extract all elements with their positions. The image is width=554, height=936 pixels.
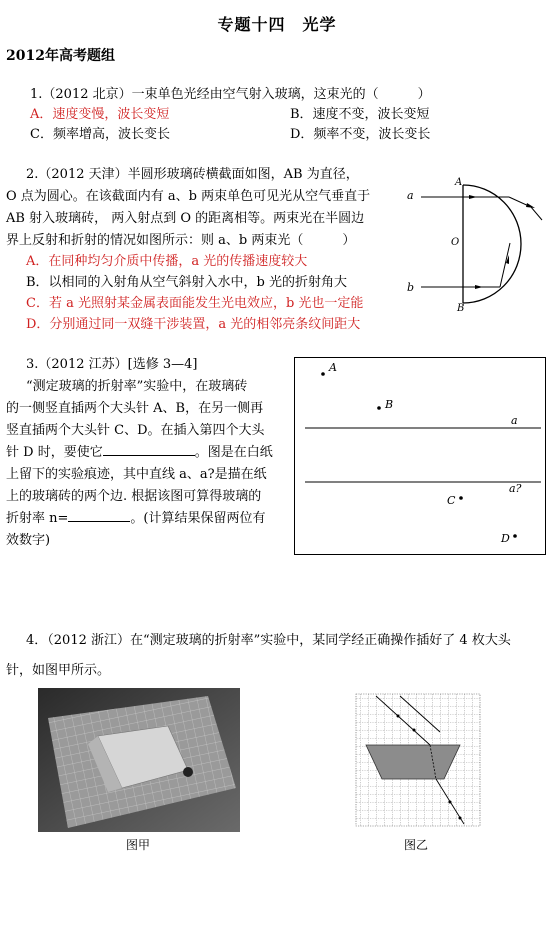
q3-line-4	[6, 444, 273, 462]
q2-stem-line-1: 2.（2012 天津）半圆形玻璃砖横截面如图，AB 为直径，	[26, 167, 359, 182]
q1-option-d: D．频率不变，波长变长	[290, 127, 431, 142]
q4-photo-figure	[38, 688, 240, 832]
page-title: 专题十四 光学	[217, 15, 337, 34]
q3-label-D: D	[501, 532, 510, 545]
q2-option-b: B．以相同的入射角从空气斜射入水中，b 光的折射角大	[26, 275, 348, 290]
q3-line-1: “测定玻璃的折射率”实验中，在玻璃砖	[26, 379, 248, 394]
q1-option-b: B．速度不变，波长变短	[290, 107, 430, 122]
q4-line-2: 针，如图甲所示。	[6, 663, 111, 678]
q3-figure-box	[294, 357, 546, 555]
q3-line-4-tail: 。图是在白纸	[194, 445, 273, 460]
q2-stem-line-4: 界上反射和折射的情况如图所示：则 a、b 两束光（ ）	[6, 233, 356, 248]
q2-option-c: C．若 a 光照射某金属表面能发生光电效应，b 光也一定能	[26, 296, 364, 311]
q3-line-5: 上留下的实验痕迹，其中直线 a、a?是描在纸	[6, 467, 267, 482]
q3-answer-blank-1[interactable]	[103, 455, 195, 456]
q2-option-a: A．在同种均匀介质中传播，a 光的传播速度较大	[26, 254, 308, 269]
q3-label-C: C	[447, 494, 456, 507]
q3-line-3: 竖直插两个大头针 C、D。在插入第四个大头	[6, 423, 265, 438]
q4-line-1: 4．（2012 浙江）在“测定玻璃的折射率”实验中，某同学经正确操作插好了 4 枚大头	[26, 633, 511, 648]
q3-line-6: 上的玻璃砖的两个边. 根据该图可算得玻璃的	[6, 489, 262, 504]
q4-caption-right: 图乙	[404, 838, 429, 852]
q3-line-8: 效数字)	[6, 533, 51, 548]
q3-line-7-tail: 。(计算结果保留两位有	[130, 511, 266, 526]
q2-stem-line-3: AB 射入玻璃砖， 两入射点到 O 的距离相等。两束光在半圆边	[6, 211, 365, 226]
q3-pin-figure	[295, 358, 545, 554]
q3-answer-blank-2[interactable]	[68, 521, 130, 522]
q1-option-c: C．频率增高，波长变长	[30, 127, 170, 142]
q1-option-a: A．速度变慢，波长变短	[30, 107, 170, 122]
q1-stem: 1.（2012 北京）一束单色光经由空气射入玻璃，这束光的（ ）	[30, 87, 431, 102]
q2-label-a: a	[407, 189, 414, 202]
q3-line-2: 的一侧竖直插两个大头针 A、B，在另一侧再	[6, 401, 264, 416]
q3-label-a-prime: a?	[509, 482, 522, 495]
q2-label-O: O	[451, 237, 460, 248]
section-heading: 2012年高考题组	[6, 48, 115, 64]
q3-line-4-text: 针 D 时，要使它	[6, 445, 103, 460]
q2-label-B: B	[457, 303, 465, 314]
q2-stem-line-2: O 点为圆心。在该截面内有 a、b 两束单色可见光从空气垂直于	[6, 189, 371, 204]
q4-caption-left: 图甲	[126, 838, 151, 852]
q2-label-b: b	[407, 281, 415, 294]
q2-semicircle-figure	[405, 175, 550, 315]
q3-label-A: A	[329, 361, 337, 374]
q3-line-7-text: 折射率 n=	[6, 511, 69, 526]
q2-label-A: A	[455, 177, 463, 188]
q2-option-d: D．分别通过同一双缝干涉装置，a 光的相邻亮条纹间距大	[26, 317, 361, 332]
q3-label-B: B	[385, 398, 394, 411]
q3-line-7	[6, 510, 265, 528]
q3-stem: 3.（2012 江苏）[选修 3—4]	[26, 357, 198, 372]
q3-label-a: a	[511, 414, 518, 427]
q4-grid-figure	[352, 690, 484, 830]
